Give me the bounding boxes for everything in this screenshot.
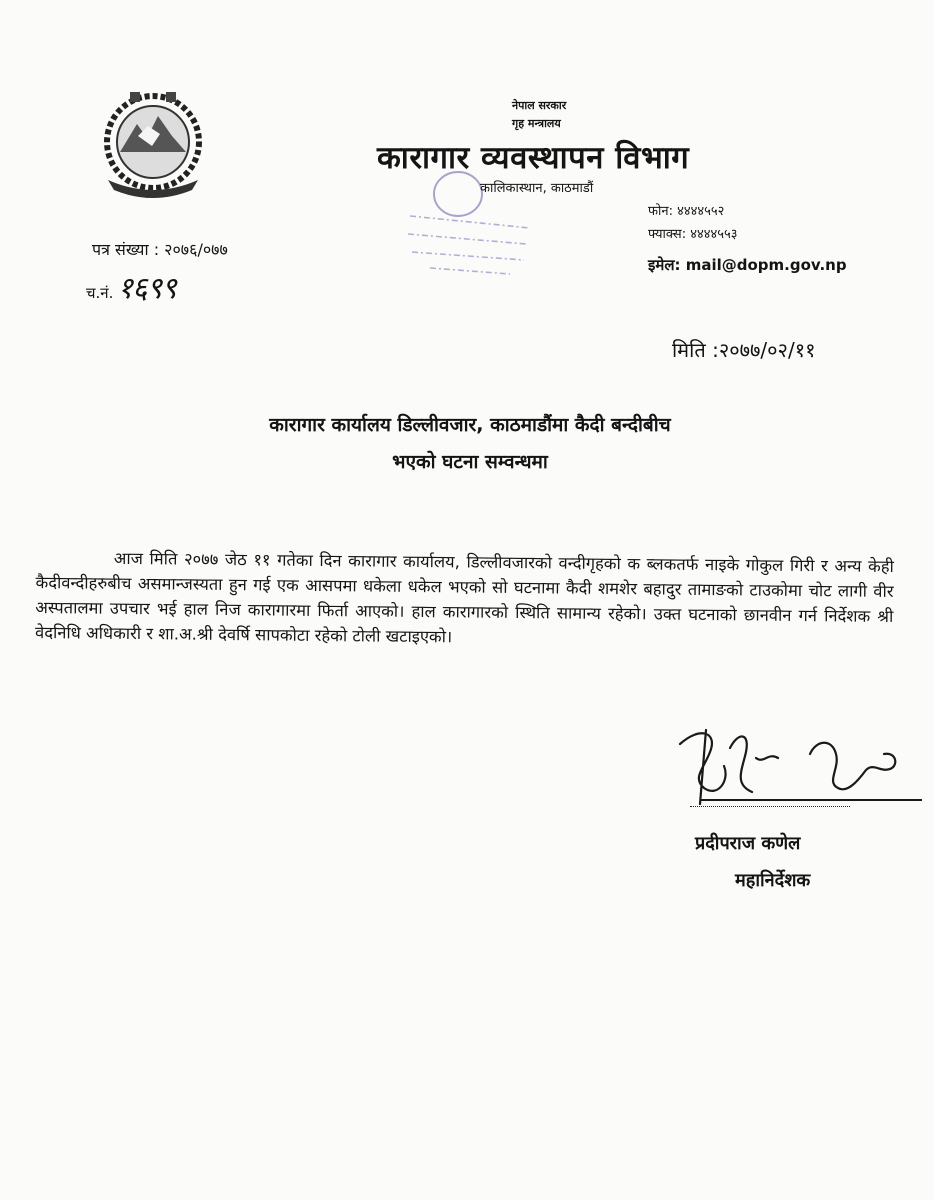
fax-number: फ्याक्स: ४४४४५५३	[648, 227, 738, 242]
email-address: इमेल: mail@dopm.gov.np	[648, 256, 847, 274]
signature-line	[690, 806, 850, 807]
letter-number: पत्र संख्या : २०७६/०७७	[92, 240, 228, 259]
subject-line-1: कारागार कार्यालय डिल्लीवजार, काठमाडौंमा कैदी बन्दीबीच	[269, 414, 671, 436]
nepal-government-emblem	[92, 86, 214, 202]
handwritten-signature	[660, 708, 930, 818]
signatory-designation: महानिर्देशक	[735, 870, 811, 891]
letter-body: आज मिति २०७७ जेठ ११ गतेका दिन कारागार कार्यालय, डिल्लीवजारको वन्दीगृहको क ब्लकतर्फ नाइके गोकुल गिरी र अन्य केही कैदीवन्दीहरुबीच असमान्जस्यता हुन गई एक आसपमा धकेला धकेल भएको सो घटनामा कैदी शमशेर बहादुर तामाङको टाउकोमा चोट लागी वीर अस्पतालमा उपचार भई हाल निज कारागारमा फिर्ता आएको। हाल कारागारको स्थिति सामान्य रहेको। उक्त घटनाको छानवीन गर्न निर्देशक श्री वेदनिधि अधिकारी र शा.अ.श्री देवर्षि सापकोटा रहेको टोली खटाइएको।	[34, 548, 894, 647]
department-address: कालिकास्थान, काठमाडौं	[480, 181, 594, 196]
phone-number: फोन: ४४४४५५२	[648, 204, 725, 219]
dispatch-number-handwritten: १६९९	[117, 271, 176, 306]
letter-date: मिति :२०७७/०२/११	[672, 338, 816, 362]
government-name: नेपाल सरकार	[512, 99, 567, 112]
subject-line-2: भएको घटना सम्वन्धमा	[392, 451, 548, 473]
department-title: कारागार व्यवस्थापन विभाग	[377, 140, 690, 176]
ministry-name: गृह मन्त्रालय	[512, 117, 561, 130]
dispatch-number	[86, 266, 176, 307]
signatory-name: प्रदीपराज कणेल	[695, 833, 801, 854]
dispatch-label: च.नं.	[86, 284, 114, 302]
